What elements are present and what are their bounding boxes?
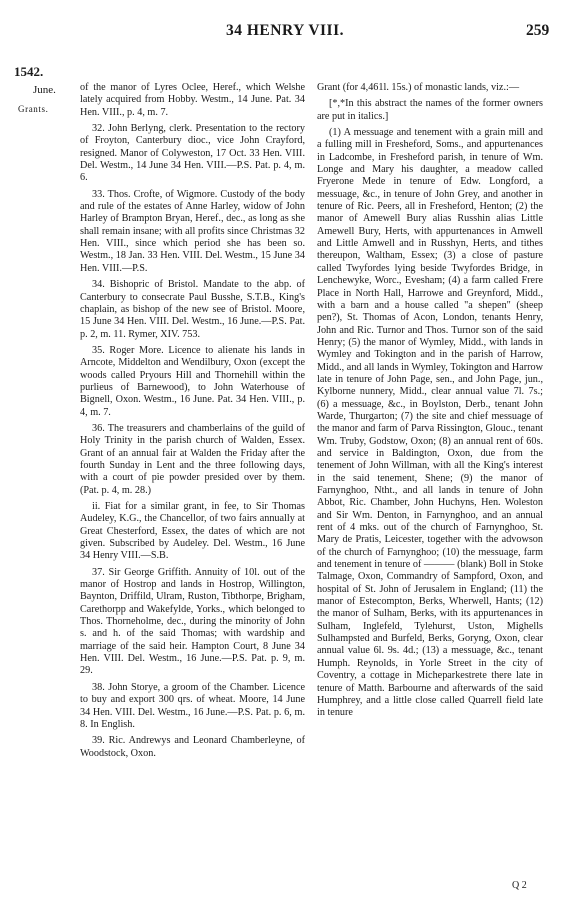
entry-34: 34. Bishopric of Bristol. Mandate to the abp. of Canterbury to consecrate Paul Busshe, S.T.B., King's chaplain, as bishop of the new see of Bristol. Moore, 15 June 34 Hen. VIII. Del. Westm., 16 June.—P.S. Pat. p. 2, m. 11. Rymer, XIV. 753. <box>80 279 305 340</box>
entry-39-schedule: (1) A messuage and tenement with a grain mill and a fulling mill in Fresheford, Soms., and appurtenances in Ladcombe, in Fresheford parish, in tenure of Wm. Longe and Mary his daughter, a meadow called Fryerone Mede in tenure of Edw. Longford, a messuage, &c., in tenure of John Grey, and another in tenure of Ric. Peers, all in Fresheford, Henton; (2) the manor of Amewell Bury alias Russhin alias Little Amewell Bury, Herts, with appurtenances in Amwell and Little Amwell and in Russhyn, Herts, and tithes thereupon, Waltham, Essex; (3) a close of pasture called Twyfordes lying beside Twyfordes Bridge, in Lenchewyke, Worc., Evesham; (4) a farm called Frere Place in North Hall, Harrowe and Greynford, Midd., with a barn and a house called "a shepen" (sheep pen?), St. Thomas of Acon, London, tenants Henry, John and Ric. Turnor and Thos. Turnor son of the said Henry; (5) the manor of Wymley, Midd., with lands in Wymley and Tokington and in the parish of Harrow, Midd., and all lands in Wymley, Tokington and Harrow late in tenure of John Page, sen., and John Page, jun., Kylborne nunnery, Midd., clear annual value 7l. 7s.; (6) a messuage, &c., in Boylston, Derb., tenant John Warde, Thurgarton; (7) the site and chief messuage of the manor and farm of Parva Rissington, Glouc., tenant Wm. Truby, Godstow, Oxon; (8) an annual rent of 60s. and service in Baldington, Oxon, due from the tenement of John Willman, with all the King's interest in the said tenement, Shene; (9) the manor of Farnynghoo, Ntht., and all lands in tenure of John Abbot, Ric. Chamber, John Huchyns, Hen. Woleston and Sir Wm. Denton, in Farnynghoo, and an annual rent of 4 mks. out of the church of Farnynghoo, St. Mary de Pratis, Leicester, together with the advowson of the church of Farnynghoo; (10) the messuage, farm and tenement in tenure of ——— (blank) Boll in Stoke Talmage, Oxon, Commandry of Sampford, Oxon, and hospital of St. John of Jerusalem in England; (11) the manor of Estecompton, Berks, Wherwell, Hants; (12) the manor of Sulham, Berks, with its appurtenances in Sulham, Inglefeld, Tylehurst, Uston, Mighells Sulhampsted and Burfeld, Berks, Goryng, Oxon, clear annual value 6l. 9s. 4d.; (13) a messuage, &c., tenant Humph. Reynolds, in Yorle Street in the city of Coventry, a cottage in Micheparkestrete there late in tenure of Matth. Barbourne and afterwards of the said Humphrey, and a little close called Quarrell field late in tenure <box>317 127 543 719</box>
entry-36-ii: ii. Fiat for a similar grant, in fee, to Sir Thomas Audeley, K.G., the Chancellor, of two fairs annually at Great Chesterford, Essex, the dates of which are not given. Subscribed by Audeley. Del. Westm., 16 June 34 Henry VIII.—S.B. <box>80 501 305 562</box>
signature-mark: Q 2 <box>512 880 527 891</box>
margin-year: 1542. <box>14 64 44 79</box>
left-column <box>80 82 305 764</box>
running-header <box>0 22 567 42</box>
editorial-note: [*,*In this abstract the names of the former owners are put in italics.] <box>317 98 543 122</box>
right-column <box>317 82 543 724</box>
entry-33: 33. Thos. Crofte, of Wigmore. Custody of the body and rule of the estates of Anne Harley, widow of John Harley of Brampton Bryan, Heref., dec., as long as she shall remain insane; with all profits since Christmas 32 Hen. VIII., since which period she has been so. Westm., 18 Jan. 33 Hen. VIII. Del. Westm., 15 June 34 Hen. VIII.—P.S. <box>80 188 305 274</box>
margin-month: June. <box>33 84 56 96</box>
entry-39-continuation: Grant (for 4,461l. 15s.) of monastic lands, viz.:— <box>317 82 520 93</box>
margin-section-label: Grants. <box>18 104 49 114</box>
entry-38: 38. John Storye, a groom of the Chamber. Licence to buy and export 300 qrs. of wheat. Moore, 14 June 34 Hen. VIII. Del. Westm., 16 June.—P.S. Pat. p. 6, m. 8. In English. <box>80 681 305 730</box>
entry-35: 35. Roger More. Licence to alienate his lands in Arncote, Middelton and Wendilbury, Oxon (except the woods called Pryours Hill and Thornehill within the purlieus of Barnewood), to John Waterhouse of Bignell, Oxon. Westm., 16 June. Pat. 34 Hen. VIII., p. 4, m. 7. <box>80 344 305 418</box>
entry-37: 37. Sir George Griffith. Annuity of 10l. out of the manor of Hostrop and lands in Hostrop, Willington, Baynton, Driffild, Ulram, Ruston, Tibthorpe, Brigham, Carethorpp and Wakefylde, Yorks., which belonged to Thos. Thorneholme, dec., during the minority of John s. and h. of the said Thomas; with wardship and marriage of the said heir. Hampton Court, 8 June 34 Hen. VIII. Del. Westm., 16 June.—P.S. Pat. p. 9, m. 29. <box>80 566 305 677</box>
entry-continuation: of the manor of Lyres Oclee, Heref., which Welshe lately acquired from Hobby. Westm., 14 June. Pat. 34 Hen. VIII., p. 4, m. 7. <box>80 82 305 118</box>
entry-32: 32. John Berlyng, clerk. Presentation to the rectory of Froyton, Canterbury dioc., vice John Crayford, resigned. Manor of Colyweston, 17 Oct. 33 Hen. VIII. Del. Westm., 14 June 34 Hen. VIII.—P.S. Pat. p. 4, m. 6. <box>80 123 305 184</box>
page-number: 259 <box>526 22 550 39</box>
running-title: 34 HENRY VIII. <box>226 22 344 39</box>
entry-39: 39. Ric. Andrewys and Leonard Chamberleyne, of Woodstock, Oxon. <box>80 735 305 759</box>
entry-36: 36. The treasurers and chamberlains of the guild of Holy Trinity in the parish church of Walden, Essex. Grant of an annual fair at Walden the Friday after the fourth Sunday in Lent and the three following days, with a court of pie powder presided over by them. (Pat. p. 4, m. 28.) <box>80 422 305 496</box>
